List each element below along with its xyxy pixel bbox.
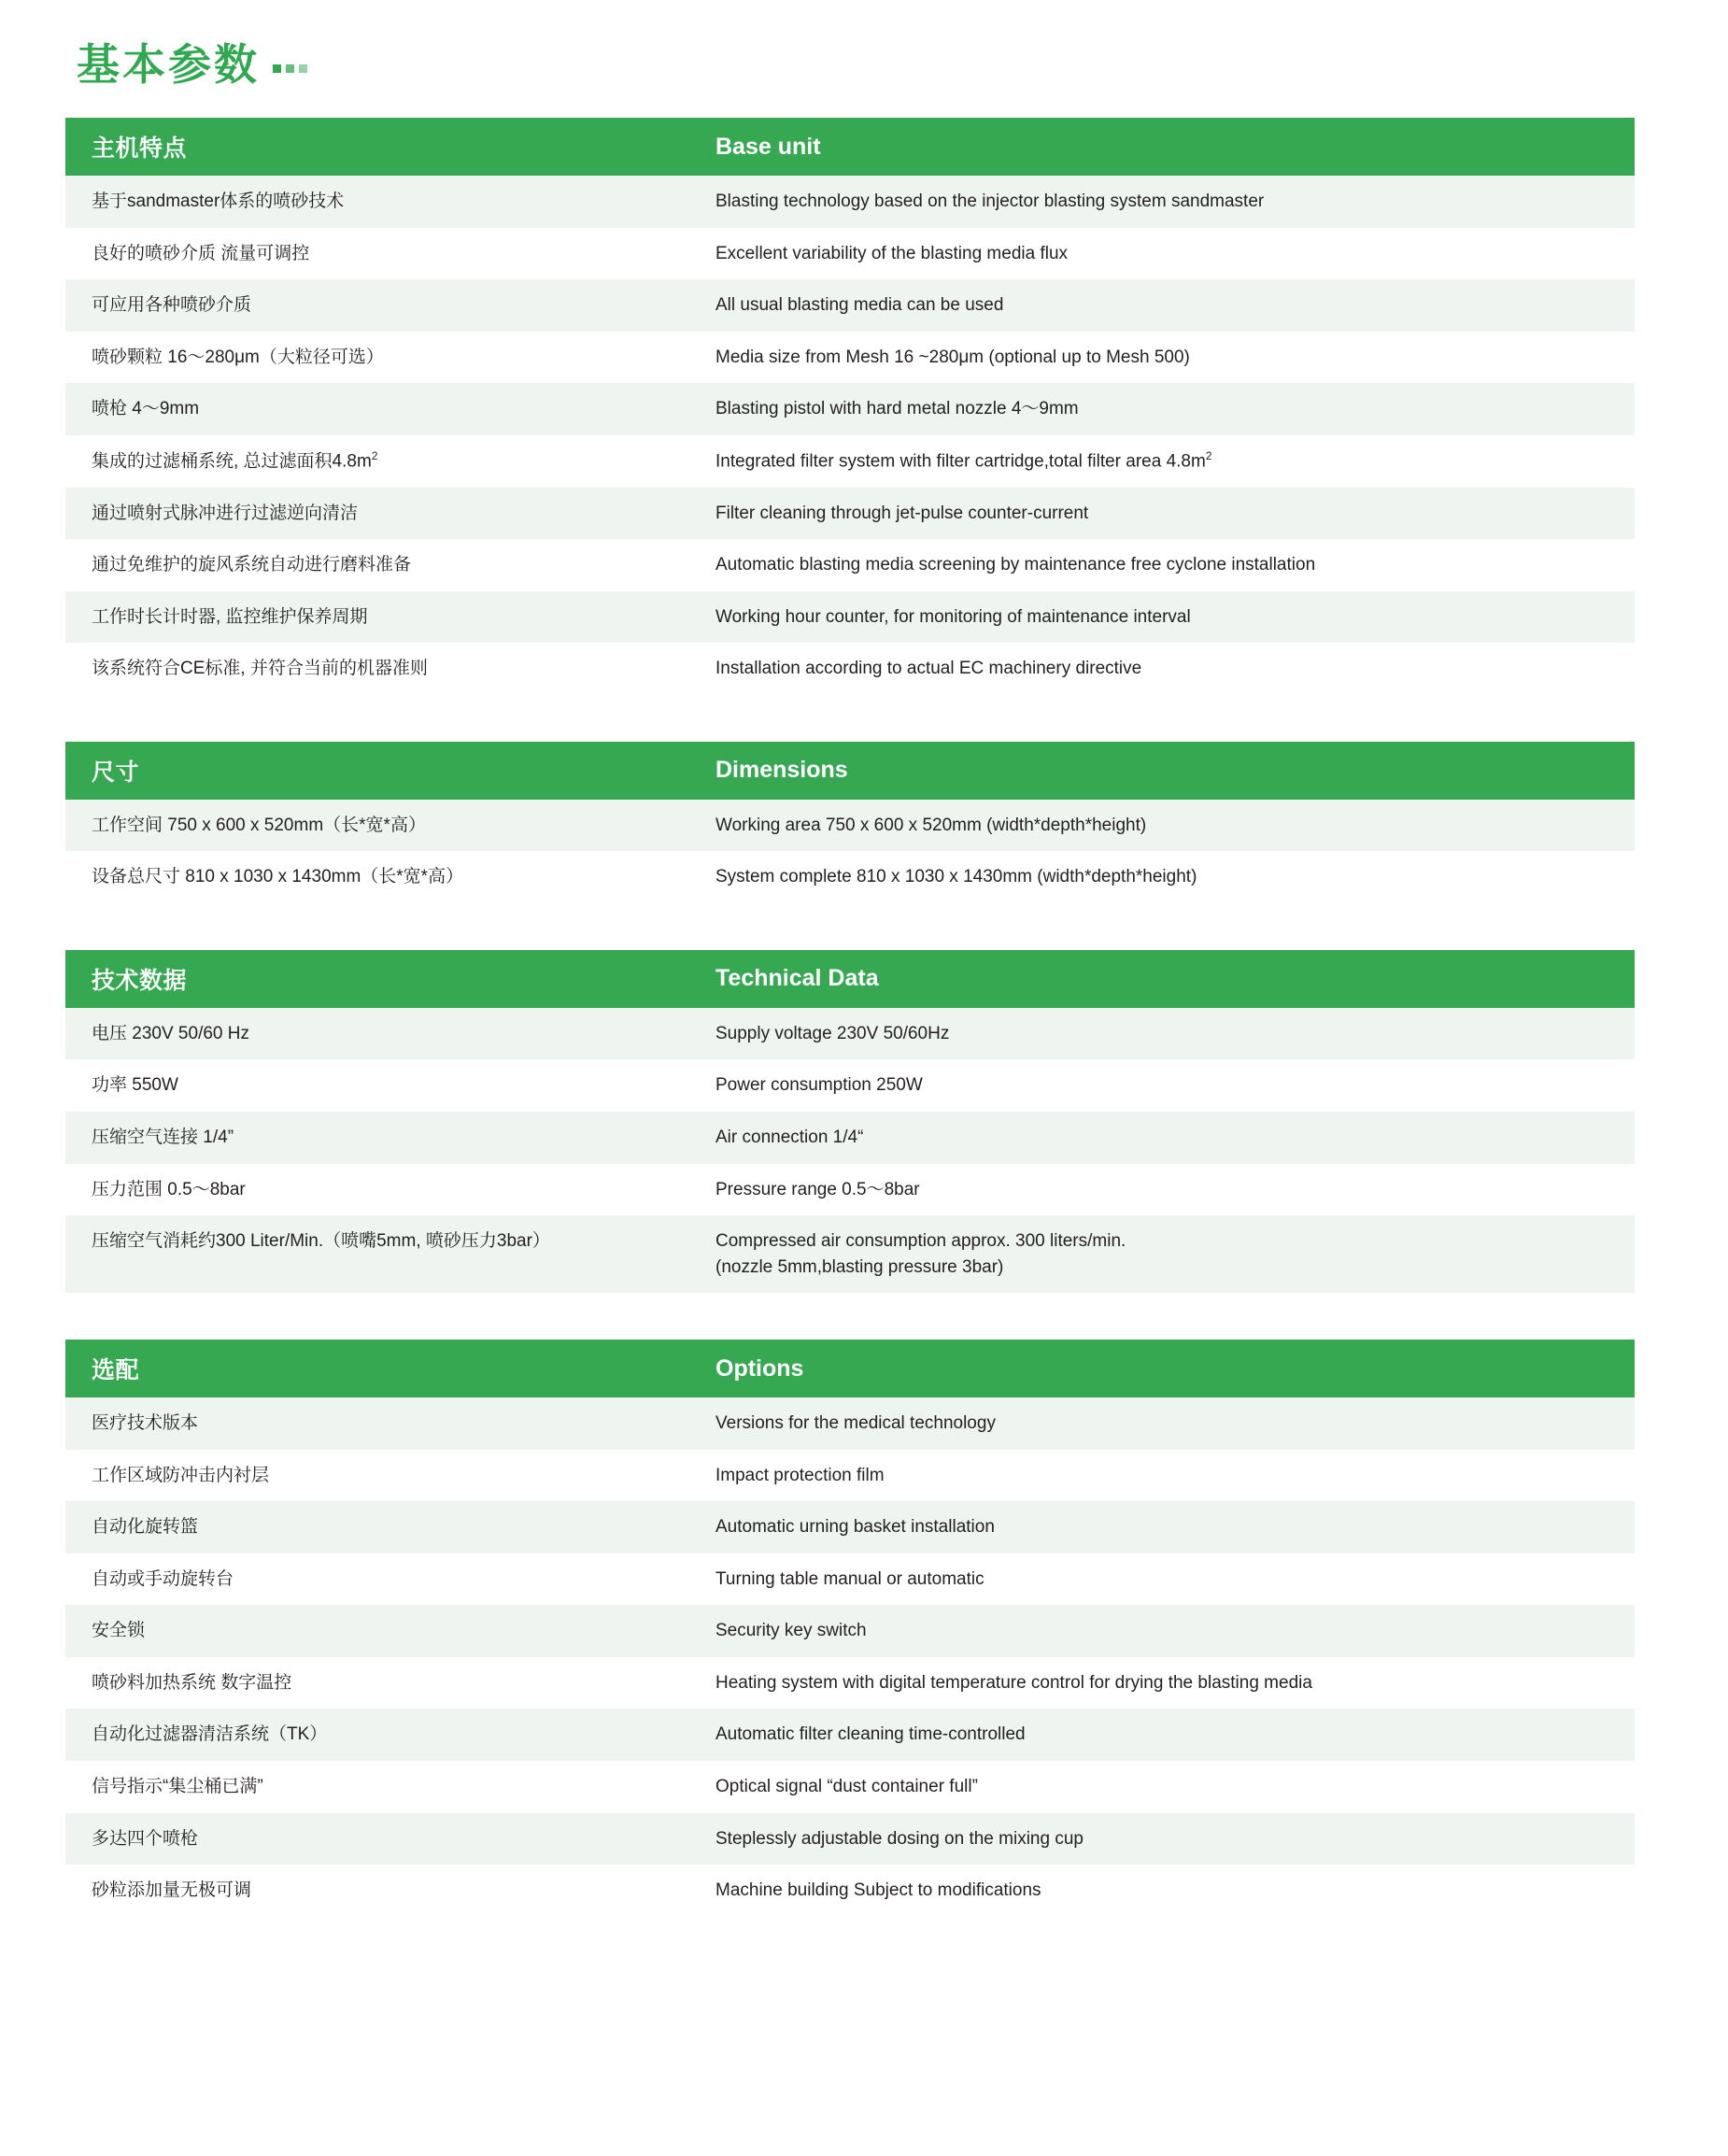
table-row [65, 1813, 1635, 1865]
spec-label-cn: 医疗技术版本 [65, 1397, 693, 1450]
spec-sections [65, 118, 1635, 1917]
spec-label-cn: 安全锁 [65, 1605, 693, 1657]
spec-label-cn: 压缩空气消耗约300 Liter/Min.（喷嘴5mm, 喷砂压力3bar） [65, 1215, 693, 1293]
spec-label-en: Excellent variability of the blasting media flux [693, 228, 1635, 280]
spec-label-en: Pressure range 0.5～8bar [693, 1164, 1635, 1216]
spec-label-en: Working hour counter, for monitoring of maintenance interval [693, 591, 1635, 644]
table-row [65, 1397, 1635, 1450]
table-row [65, 488, 1635, 540]
spec-label-en: Heating system with digital temperature control for drying the blasting media [693, 1657, 1635, 1709]
three-dots-icon [273, 64, 307, 73]
spec-label-cn: 喷砂料加热系统 数字温控 [65, 1657, 693, 1709]
spec-label-en: Security key switch [693, 1605, 1635, 1657]
table-row [65, 1709, 1635, 1761]
spec-label-en: Power consumption 250W [693, 1059, 1635, 1112]
spec-label-en: Blasting pistol with hard metal nozzle 4～9mm [693, 383, 1635, 435]
section-header-cn: 尺寸 [65, 742, 693, 800]
spec-label-cn: 多达四个喷枪 [65, 1813, 693, 1865]
table-row [65, 643, 1635, 695]
spec-label-cn: 喷砂颗粒 16～280μm（大粒径可选） [65, 332, 693, 384]
spec-label-cn: 该系统符合CE标准, 并符合当前的机器准则 [65, 643, 693, 695]
spec-label-cn: 电压 230V 50/60 Hz [65, 1008, 693, 1060]
table-row [65, 1657, 1635, 1709]
spec-label-cn: 工作区域防冲击内衬层 [65, 1450, 693, 1502]
spec-label-cn: 良好的喷砂介质 流量可调控 [65, 228, 693, 280]
section-header-en: Technical Data [693, 950, 1635, 1008]
section-header-cn: 选配 [65, 1340, 693, 1397]
table-row [65, 539, 1635, 591]
table-row [65, 1865, 1635, 1917]
spec-label-cn: 功率 550W [65, 1059, 693, 1112]
table-row [65, 1605, 1635, 1657]
spec-label-en: Blasting technology based on the injector blasting system sandmaster [693, 176, 1635, 228]
table-row [65, 1501, 1635, 1553]
spec-label-en: Optical signal “dust container full” [693, 1761, 1635, 1813]
spec-label-en: Automatic filter cleaning time-controlled [693, 1709, 1635, 1761]
table-row [65, 1164, 1635, 1216]
table-row [65, 851, 1635, 903]
table-row [65, 279, 1635, 332]
table-row [65, 1008, 1635, 1060]
table-row [65, 800, 1635, 852]
spec-label-cn: 通过喷射式脉冲进行过滤逆向清洁 [65, 488, 693, 540]
spec-label-cn: 自动化过滤器清洁系统（TK） [65, 1709, 693, 1761]
spec-label-cn: 可应用各种喷砂介质 [65, 279, 693, 332]
spec-table-base-unit [65, 118, 1635, 695]
spec-label-en: Turning table manual or automatic [693, 1553, 1635, 1606]
spec-label-en: Filter cleaning through jet-pulse counter-current [693, 488, 1635, 540]
spec-label-cn: 压缩空气连接 1/4” [65, 1112, 693, 1164]
spec-label-cn: 喷枪 4～9mm [65, 383, 693, 435]
spec-label-cn: 压力范围 0.5～8bar [65, 1164, 693, 1216]
spec-label-en: Air connection 1/4“ [693, 1112, 1635, 1164]
table-row [65, 1215, 1635, 1293]
spec-label-en: Installation according to actual EC machinery directive [693, 643, 1635, 695]
spec-label-cn: 自动或手动旋转台 [65, 1553, 693, 1606]
section-header-en: Options [693, 1340, 1635, 1397]
spec-label-en: All usual blasting media can be used [693, 279, 1635, 332]
spec-label-cn: 设备总尺寸 810 x 1030 x 1430mm（长*宽*高） [65, 851, 693, 903]
spec-label-en: Steplessly adjustable dosing on the mixing cup [693, 1813, 1635, 1865]
spec-label-en: Compressed air consumption approx. 300 liters/min. (nozzle 5mm,blasting pressure 3bar) [693, 1215, 1635, 1293]
spec-label-en: Automatic blasting media screening by maintenance free cyclone installation [693, 539, 1635, 591]
table-header-row [65, 1340, 1635, 1397]
section-header-en: Dimensions [693, 742, 1635, 800]
page-title [77, 40, 1635, 89]
table-header-row [65, 950, 1635, 1008]
table-header-row [65, 118, 1635, 176]
table-row [65, 1450, 1635, 1502]
table-row [65, 435, 1635, 488]
table-row [65, 1059, 1635, 1112]
spec-label-en: Versions for the medical technology [693, 1397, 1635, 1450]
spec-label-en: Media size from Mesh 16 ~280μm (optional up to Mesh 500) [693, 332, 1635, 384]
spec-label-en: Impact protection film [693, 1450, 1635, 1502]
spec-label-cn: 砂粒添加量无极可调 [65, 1865, 693, 1917]
table-row [65, 176, 1635, 228]
spec-label-en: System complete 810 x 1030 x 1430mm (width*depth*height) [693, 851, 1635, 903]
spec-label-en: Working area 750 x 600 x 520mm (width*depth*height) [693, 800, 1635, 852]
table-header-row [65, 742, 1635, 800]
section-header-en: Base unit [693, 118, 1635, 176]
spec-label-en: Supply voltage 230V 50/60Hz [693, 1008, 1635, 1060]
spec-label-cn: 工作空间 750 x 600 x 520mm（长*宽*高） [65, 800, 693, 852]
spec-label-cn: 自动化旋转篮 [65, 1501, 693, 1553]
spec-table-options [65, 1340, 1635, 1916]
spec-label-cn: 集成的过滤桶系统, 总过滤面积$4.8m^2$ [65, 435, 693, 488]
spec-table-technical-data [65, 950, 1635, 1293]
spec-label-cn: 基于sandmaster体系的喷砂技术 [65, 176, 693, 228]
spec-label-en: Machine building Subject to modifications [693, 1865, 1635, 1917]
table-row [65, 1112, 1635, 1164]
page-title-text: 基本参数 [77, 40, 260, 89]
section-header-cn: 主机特点 [65, 118, 693, 176]
spec-label-en: Automatic urning basket installation [693, 1501, 1635, 1553]
table-row [65, 383, 1635, 435]
section-header-cn: 技术数据 [65, 950, 693, 1008]
spec-label-cn: 工作时长计时器, 监控维护保养周期 [65, 591, 693, 644]
table-row [65, 1761, 1635, 1813]
table-row [65, 228, 1635, 280]
spec-label-cn: 信号指示“集尘桶已满” [65, 1761, 693, 1813]
table-row [65, 591, 1635, 644]
spec-label-cn: 通过免维护的旋风系统自动进行磨料准备 [65, 539, 693, 591]
spec-table-dimensions [65, 742, 1635, 903]
spec-label-en: Integrated filter system with filter cartridge,total filter area $4.8m^2$ [693, 435, 1635, 488]
table-row [65, 1553, 1635, 1606]
table-row [65, 332, 1635, 384]
